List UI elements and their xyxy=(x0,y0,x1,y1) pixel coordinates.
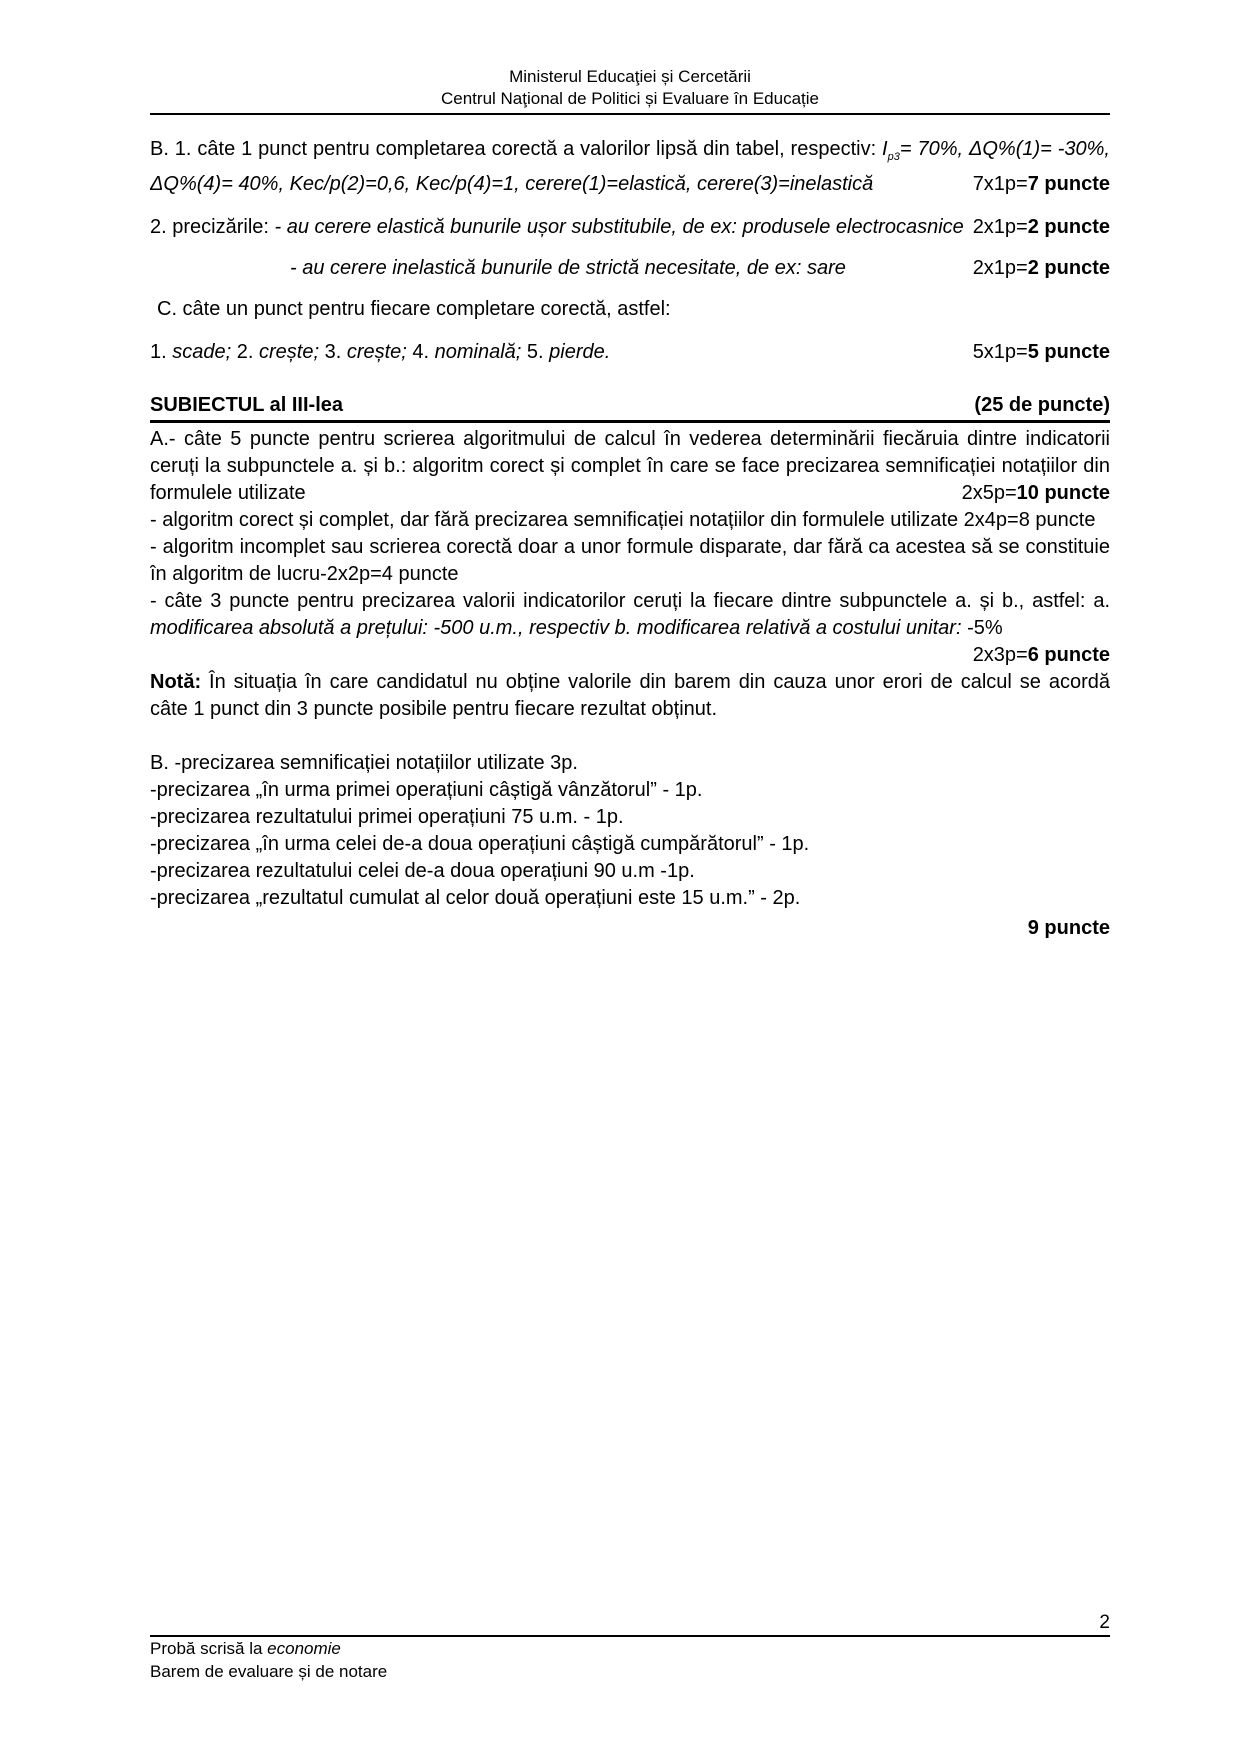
footer-line-2: Barem de evaluare și de notare xyxy=(150,1662,388,1681)
header-line-2: Centrul Naţional de Politici și Evaluare în Educație xyxy=(441,89,819,108)
score-a1-calc: 2x5p= xyxy=(961,482,1017,504)
paragraph-a3: - algoritm incomplet sau scrierea corectă doar a unor formule disparate, dar fără ca acestea să se constituie în algoritm de lucru-2x2p=4 puncte xyxy=(150,536,1110,585)
answer-word-4: nominală; xyxy=(434,341,522,363)
score-precizari-2 xyxy=(973,255,1110,282)
paragraph-c-answers xyxy=(150,339,1110,366)
nota-text: În situația în care candidatul nu obține valorile din barem din cauza unor erori de calcul se acordă câte 1 punct din 3 puncte posibile pentru fiecare rezultat obținut. xyxy=(150,671,1110,720)
b-line-6: -precizarea „rezultatul cumulat al celor două operațiuni este 15 u.m.” - 2p. xyxy=(150,887,801,909)
paragraph-b1 xyxy=(150,136,1110,198)
paragraph-a4-italic: modificarea absolută a prețului: -500 u.m., respectiv b. modificarea relativă a costului unitar: xyxy=(150,617,962,639)
paragraph-precizari-lead: 2. precizările: xyxy=(150,216,275,238)
section-b xyxy=(150,750,1110,942)
paragraph-nota xyxy=(150,669,1110,723)
score-a4-points: 6 puncte xyxy=(1027,644,1110,666)
score-c xyxy=(973,339,1110,366)
answer-number-4: 4. xyxy=(406,341,435,363)
score-precizari-2-points: 2 puncte xyxy=(1027,257,1110,279)
variable-subscript: p3 xyxy=(887,151,900,163)
b-line-1: B. -precizarea semnificației notațiilor utilizate 3p. xyxy=(150,752,578,774)
score-b1-calc: 7x1p= xyxy=(972,173,1028,195)
paragraph-precizari-2-text: - au cerere inelastică bunurile de strictă necesitate, de ex: sare xyxy=(290,257,846,279)
b-line-2: -precizarea „în urma primei operațiuni câștigă vânzătorul” - 1p. xyxy=(150,779,703,801)
paragraph-b1-formula: = 70%, ΔQ%(1)= -30%, ΔQ%(4)= 40%, Kec/p(2)=0,6, Kec/p(4)=1, cerere(1)=elastică, cerere(3)=inelastică xyxy=(150,138,1110,195)
nota-label: Notă: xyxy=(150,671,202,693)
b-line-5: -precizarea rezultatului celei de-a doua operațiuni 90 u.m -1p. xyxy=(150,860,695,882)
score-precizari-2-calc: 2x1p= xyxy=(972,257,1028,279)
score-b1-points: 7 puncte xyxy=(1027,173,1110,195)
document-body xyxy=(150,136,1110,942)
answer-number-2: 2. xyxy=(231,341,259,363)
score-precizari-1-points: 2 puncte xyxy=(1027,216,1110,238)
score-a4 xyxy=(973,642,1110,669)
score-c-calc: 5x1p= xyxy=(972,341,1028,363)
footer-line-1-regular: Probă scrisă la xyxy=(150,1639,268,1658)
document-footer xyxy=(150,1612,1110,1683)
section-b-total: 9 puncte xyxy=(1027,917,1110,939)
header-line-1: Ministerul Educaţiei și Cercetării xyxy=(509,67,751,86)
paragraph-b1-lead: B. 1. câte 1 punct pentru completarea corectă a valorilor lipsă din tabel, respectiv: xyxy=(150,138,883,160)
paragraph-a4-lead: - câte 3 puncte pentru precizarea valorii indicatorilor ceruți la fiecare dintre subpunctele a. și b., astfel: a. xyxy=(150,590,1110,612)
paragraph-c: C. câte un punct pentru fiecare completare corectă, astfel: xyxy=(157,298,671,320)
footer-line-1 xyxy=(150,1637,1110,1660)
page-number: 2 xyxy=(1099,1612,1110,1633)
answer-word-1: scade; xyxy=(172,341,232,363)
paragraph-precizari-1-text: - au cerere elastică bunurile ușor substitubile, de ex: produsele electrocasnice xyxy=(274,216,964,238)
paragraph-a4-tail: -5% xyxy=(961,617,1003,639)
score-precizari-1 xyxy=(973,214,1110,241)
score-a1 xyxy=(962,480,1110,507)
paragraph-a4 xyxy=(150,588,1110,669)
score-c-points: 5 puncte xyxy=(1027,341,1110,363)
paragraph-a1 xyxy=(150,426,1110,507)
variable-symbol: I xyxy=(882,138,888,160)
section-heading-subiectul-3 xyxy=(150,392,1110,423)
answer-word-2: crește; xyxy=(258,341,320,363)
b-line-4: -precizarea „în urma celei de-a doua operațiuni câștigă cumpărătorul” - 1p. xyxy=(150,833,810,855)
answer-word-3: crește; xyxy=(346,341,407,363)
score-b1 xyxy=(973,171,1110,198)
paragraph-a1-text: A.- câte 5 puncte pentru scrierea algoritmului de calcul în vederea determinării fiecăruia dintre indicatorii ceruți la subpunctele a. și b.: algoritm corect și complet în care se face precizarea semnificației notațiilor din formulele utilizate xyxy=(150,428,1110,504)
score-a4-calc: 2x3p= xyxy=(972,644,1028,666)
paragraph-b1-variable xyxy=(882,138,900,163)
section-title: SUBIECTUL al III-lea xyxy=(150,394,344,416)
b-line-3: -precizarea rezultatului primei operațiuni 75 u.m. - 1p. xyxy=(150,806,624,828)
paragraph-a2: - algoritm corect și complet, dar fără precizarea semnificației notațiilor din formulele utilizate 2x4p=8 puncte xyxy=(150,509,1096,531)
answer-word-5: pierde. xyxy=(549,341,611,363)
section-points: (25 de puncte) xyxy=(974,394,1110,416)
score-a1-points: 10 puncte xyxy=(1016,482,1110,504)
answer-number-1: 1. xyxy=(150,341,173,363)
document-header xyxy=(150,66,1110,115)
paragraph-precizari-1 xyxy=(150,214,1110,241)
footer-line-1-italic: economie xyxy=(267,1639,341,1658)
paragraph-precizari-2 xyxy=(150,255,1110,282)
score-precizari-1-calc: 2x1p= xyxy=(972,216,1028,238)
answer-number-3: 3. xyxy=(319,341,347,363)
answer-number-5: 5. xyxy=(521,341,550,363)
